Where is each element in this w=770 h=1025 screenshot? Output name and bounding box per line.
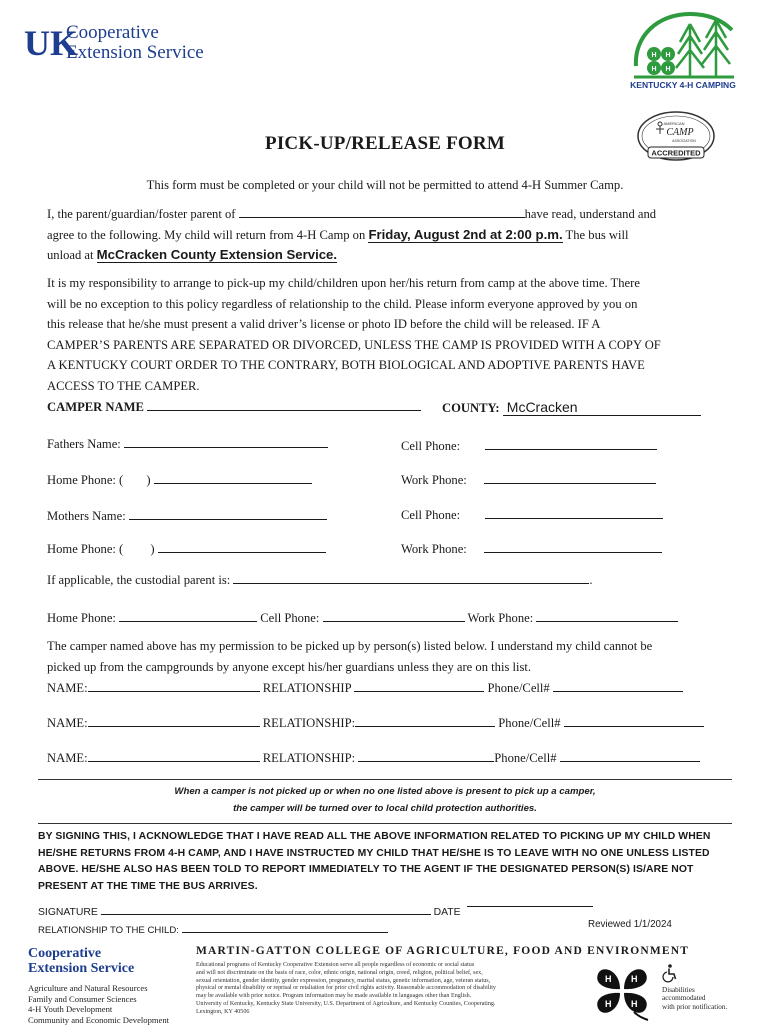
- svg-text:H: H: [652, 66, 657, 73]
- svg-text:UK: UK: [24, 23, 78, 63]
- father-cell-field[interactable]: [485, 438, 657, 450]
- father-home-label: Home Phone: (: [47, 473, 123, 487]
- pickup-name-label: NAME:: [47, 751, 88, 765]
- pickup-phone-field-1[interactable]: [553, 680, 683, 692]
- period: .: [589, 573, 592, 587]
- badge-top-text: AMERICAN: [663, 121, 684, 126]
- signature-label: SIGNATURE: [38, 907, 98, 918]
- pickup-name-field-2[interactable]: [88, 715, 260, 727]
- eeo-line: physical or mental disability or reprisal or retaliation for prior civil rights activity. Reasonable accommodation of disability: [196, 985, 586, 993]
- divider: [38, 779, 732, 780]
- svg-text:H: H: [652, 52, 657, 59]
- fathers-name-field[interactable]: [124, 436, 328, 448]
- relationship-to-child-row: [38, 921, 388, 936]
- mother-home-field[interactable]: [158, 541, 326, 553]
- acknowledgement-paragraph: [38, 829, 728, 895]
- eeo-line: may be available with prior notice. Program information may be made available in languages other than English.: [196, 993, 586, 1001]
- father-work-label: Work Phone:: [401, 473, 467, 487]
- custodial-parent-field[interactable]: [233, 572, 589, 584]
- agreement-line-3: [47, 245, 707, 266]
- svg-text:H: H: [631, 974, 638, 984]
- pickup-line: picked up from the campgrounds by anyone except his/her guardians unless they are on this list.: [47, 657, 707, 678]
- custodial-cell-label: Cell Phone:: [260, 611, 319, 625]
- eeo-line: sexual orientation, gender identity, gender expression, pregnancy, marital status, genetic information, age, veteran status,: [196, 978, 586, 986]
- uk-logo-icon: [24, 22, 64, 62]
- mothers-name-label: Mothers Name:: [47, 509, 126, 523]
- footer-org-line2: Extension Service: [28, 961, 134, 976]
- footer-college-name: MARTIN-GATTON COLLEGE OF AGRICULTURE, FOOD AND ENVIRONMENT: [196, 945, 689, 957]
- disab-line: with prior notification.: [662, 1003, 727, 1011]
- divider: [38, 823, 732, 824]
- father-work-row: [401, 472, 656, 488]
- badge-camp-text: CAMP: [666, 127, 693, 138]
- custodial-work-field[interactable]: [536, 610, 678, 622]
- pickup-name-label: NAME:: [47, 681, 88, 695]
- disabilities-notice: [662, 986, 727, 1011]
- agreement-text: I, the parent/guardian/foster parent of: [47, 207, 239, 221]
- org-name: [66, 23, 204, 63]
- org-name-line1: Cooperative: [66, 23, 204, 43]
- pickup-person-row: [47, 750, 700, 766]
- mother-work-label: Work Phone:: [401, 542, 467, 556]
- date-field[interactable]: [467, 895, 593, 907]
- acknowledgement-line: HE/SHE RETURNS FROM 4-H CAMP, AND I HAVE INSTRUCTED MY CHILD THAT HE/SHE IS TO LEAVE WITH NO ONE UNLESS LISTED: [38, 846, 728, 863]
- acknowledgement-line: ABOVE. HE/SHE ALSO HAS BEEN TOLD TO REPORT IMMEDIATELY TO THE AGENT IF THE DESIGNATED PERSON(S) IS/ARE NOT: [38, 862, 728, 879]
- return-date: Friday, August 2nd at 2:00 p.m.: [368, 227, 562, 243]
- policy-line: CAMPER’S PARENTS ARE SEPARATED OR DIVORCED, UNLESS THE CAMP IS PROVIDED WITH A COPY OF: [47, 335, 707, 356]
- footer-dept: Agriculture and Natural Resources: [28, 983, 169, 994]
- unload-location: McCracken County Extension Service.: [97, 247, 337, 263]
- policy-line: A KENTUCKY COURT ORDER TO THE CONTRARY, BOTH BIOLOGICAL AND ADOPTIVE PARENTS HAVE: [47, 355, 707, 376]
- svg-text:H: H: [666, 66, 671, 73]
- signature-field[interactable]: [101, 903, 431, 915]
- agreement-text: The bus will: [563, 228, 629, 242]
- 4h-clover-icon: [590, 960, 654, 1022]
- badge-assoc-text: ASSOCIATION: [672, 139, 696, 143]
- footer-dept: 4-H Youth Development: [28, 1004, 169, 1015]
- pickup-paragraph: [47, 636, 707, 677]
- disab-line: accommodated: [662, 994, 727, 1002]
- eeo-line: and will not discriminate on the basis of race, color, ethnic origin, national origin, creed, religion, political belief, sex,: [196, 970, 586, 978]
- footer-eeo-statement: [196, 962, 586, 1017]
- policy-line: this release that he/she must present a valid driver’s license or photo ID before the child will be released. IF A: [47, 314, 707, 335]
- paren-close: ): [146, 473, 150, 487]
- date-label: DATE: [434, 907, 461, 918]
- fathers-name-row: [47, 436, 328, 452]
- svg-text:H: H: [631, 999, 638, 1009]
- wheelchair-accessibility-icon: [662, 964, 678, 982]
- pickup-relationship-label: RELATIONSHIP:: [263, 716, 355, 730]
- pickup-name-field-3[interactable]: [88, 750, 260, 762]
- father-cell-label: Cell Phone:: [401, 439, 460, 453]
- pickup-relationship-label: RELATIONSHIP: [263, 681, 351, 695]
- signature-row: [38, 895, 593, 918]
- pickup-phone-field-3[interactable]: [560, 750, 700, 762]
- custodial-home-label: Home Phone:: [47, 611, 116, 625]
- protection-notice-line2: the camper will be turned over to local child protection authorities.: [0, 803, 770, 814]
- fathers-name-label: Fathers Name:: [47, 437, 121, 451]
- form-title: PICK-UP/RELEASE FORM: [0, 133, 770, 155]
- pickup-relationship-label: RELATIONSHIP:: [263, 751, 355, 765]
- agreement-text: agree to the following. My child will return from 4-H Camp on: [47, 228, 368, 242]
- camper-name-row: [47, 399, 421, 415]
- pickup-relationship-field-1[interactable]: [354, 680, 484, 692]
- mothers-name-field[interactable]: [129, 508, 327, 520]
- county-row: [442, 399, 701, 416]
- county-field[interactable]: McCracken: [503, 399, 701, 416]
- child-name-field[interactable]: [239, 206, 525, 218]
- camp-logo-caption: KENTUCKY 4-H CAMPING: [628, 80, 738, 90]
- pickup-phone-label: Phone/Cell#: [498, 716, 560, 730]
- policy-line: will be no exception to this policy regardless of relationship to the child. Please inform everyone approved by you on: [47, 294, 707, 315]
- pickup-relationship-field-3[interactable]: [358, 750, 494, 762]
- mother-cell-row: [401, 507, 663, 523]
- pickup-person-row: [47, 680, 683, 696]
- pickup-person-row: [47, 715, 704, 731]
- pickup-phone-field-2[interactable]: [564, 715, 704, 727]
- relationship-to-child-label: RELATIONSHIP TO THE CHILD:: [38, 925, 179, 936]
- agreement-text: unload at: [47, 248, 97, 262]
- intro-notice: This form must be completed or your child will not be permitted to attend 4-H Summer Camp.: [0, 178, 770, 193]
- mother-home-row: [47, 541, 326, 557]
- agreement-text: have read, understand and: [525, 207, 656, 221]
- reviewed-date: Reviewed 1/1/2024: [588, 919, 672, 930]
- eeo-line: Lexington, KY 40506: [196, 1009, 586, 1017]
- svg-text:H: H: [605, 974, 612, 984]
- custodial-cell-field[interactable]: [323, 610, 465, 622]
- custodial-phones-row: [47, 610, 678, 626]
- footer-org-line1: Cooperative: [28, 946, 134, 961]
- custodial-parent-label: If applicable, the custodial parent is:: [47, 573, 230, 587]
- policy-line: ACCESS TO THE CAMPER.: [47, 376, 707, 397]
- camper-name-label: CAMPER NAME: [47, 400, 144, 414]
- paren-close: ): [150, 542, 154, 556]
- mother-cell-field[interactable]: [485, 507, 663, 519]
- pickup-phone-label: Phone/Cell#: [494, 751, 556, 765]
- mother-cell-label: Cell Phone:: [401, 508, 460, 522]
- agreement-line-1: [47, 204, 707, 225]
- father-home-row: [47, 472, 312, 488]
- footer-dept: Community and Economic Development: [28, 1015, 169, 1025]
- custodial-home-field[interactable]: [119, 610, 257, 622]
- pickup-name-label: NAME:: [47, 716, 88, 730]
- father-home-field[interactable]: [154, 472, 312, 484]
- org-name-line2: Extension Service: [66, 43, 204, 63]
- custodial-work-label: Work Phone:: [467, 611, 533, 625]
- father-cell-row: [401, 438, 657, 454]
- mother-home-label: Home Phone: (: [47, 542, 123, 556]
- mothers-name-row: [47, 508, 327, 524]
- eeo-line: Educational programs of Kentucky Cooperative Extension serve all people regardless of economic or social status: [196, 962, 586, 970]
- pickup-phone-label: Phone/Cell#: [487, 681, 549, 695]
- badge-status-text: ACCREDITED: [651, 149, 701, 158]
- mother-work-row: [401, 541, 662, 557]
- disab-line: Disabilities: [662, 986, 727, 994]
- father-work-field[interactable]: [484, 472, 656, 484]
- footer-dept: Family and Consumer Sciences: [28, 994, 169, 1005]
- policy-line: It is my responsibility to arrange to pick-up my child/children upon her/his return from camp at the above time. There: [47, 273, 707, 294]
- county-label: COUNTY:: [442, 401, 500, 415]
- agreement-paragraph: [47, 204, 707, 266]
- camper-name-field[interactable]: [147, 399, 421, 411]
- relationship-to-child-field[interactable]: [182, 921, 388, 933]
- footer-org-name: [28, 946, 134, 976]
- pickup-name-field-1[interactable]: [88, 680, 260, 692]
- pickup-line: The camper named above has my permission to be picked up by person(s) listed below. I understand my child cannot be: [47, 636, 707, 657]
- pickup-relationship-field-2[interactable]: [355, 715, 495, 727]
- custodial-parent-row: [47, 572, 593, 588]
- svg-text:H: H: [666, 52, 671, 59]
- mother-work-field[interactable]: [484, 541, 662, 553]
- protection-notice-line1: When a camper is not picked up or when no one listed above is present to pick up a camper,: [0, 786, 770, 797]
- eeo-line: University of Kentucky, Kentucky State University, U.S. Department of Agriculture, and Kentucky Counties, Cooperating.: [196, 1001, 586, 1009]
- svg-text:H: H: [605, 999, 612, 1009]
- acknowledgement-line: PRESENT AT THE TIME THE BUS ARRIVES.: [38, 879, 728, 896]
- acknowledgement-line: BY SIGNING THIS, I ACKNOWLEDGE THAT I HAVE READ ALL THE ABOVE INFORMATION RELATED TO PICKING UP MY CHILD WHEN: [38, 829, 728, 846]
- policy-paragraph: [47, 273, 707, 396]
- footer-departments: [28, 983, 169, 1025]
- agreement-line-2: [47, 225, 707, 246]
